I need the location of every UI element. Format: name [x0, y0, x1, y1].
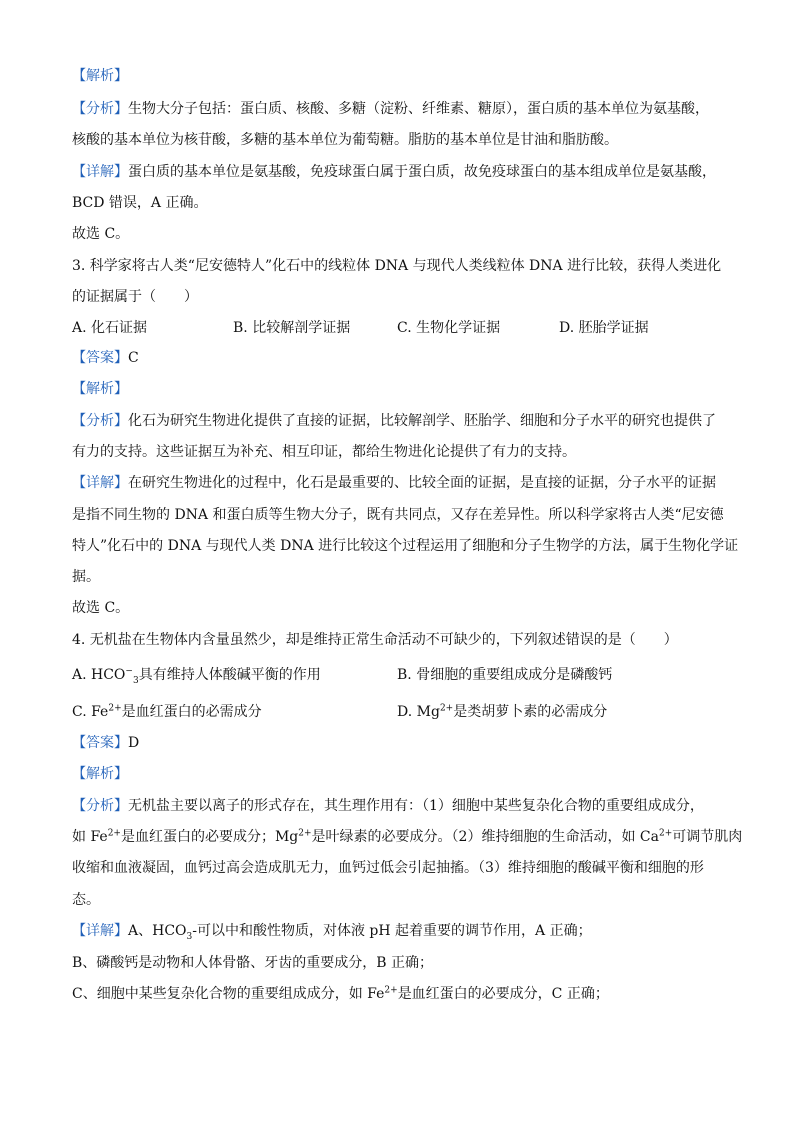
q4-option-b: B. 骨细胞的重要组成成分是磷酸钙 — [397, 667, 613, 683]
q4-answer: 【答案】D — [72, 735, 140, 751]
q2-detail-line-1: 【详解】蛋白质的基本单位是氨基酸，免疫球蛋白属于蛋白质，故免疫球蛋白的基本组成单位是氨基酸， — [72, 164, 716, 180]
analysis-tag: 【解析】 — [72, 381, 128, 397]
q2-analysis-line-1: 【分析】生物大分子包括：蛋白质、核酸、多糖（淀粉、纤维素、糖原），蛋白质的基本单位为氨基酸， — [72, 101, 709, 117]
analysis-tag: 【解析】 — [72, 68, 128, 84]
detail-tag: 【详解】 — [72, 164, 128, 180]
q3-option-a: A. 化石证据 — [72, 320, 148, 336]
answer-tag: 【答案】 — [72, 350, 128, 366]
q3-option-c: C. 生物化学证据 — [397, 320, 501, 336]
q3-stem-line-1: 3. 科学家将古人类“尼安德特人”化石中的线粒体 DNA 与现代人类线粒体 DNA 进行比较，获得人类进化 — [72, 258, 722, 274]
detail-tag: 【详解】 — [72, 923, 128, 939]
q4-detail-line-1: 【详解】A、$HCO_3-$可以中和酸性物质，对体液 pH 起着重要的调节作用，A 正确； — [72, 923, 592, 942]
q3-detail-line-3: 特人”化石中的 DNA 与现代人类 DNA 进行比较这个过程运用了细胞和分子生物学的方法，属于生物化学证 — [72, 538, 739, 554]
q4-detail-line-3: C、细胞中某些复杂化合物的重要组成成分，如 $Fe^{2+}$是血红蛋白的必要成分，C 正确； — [72, 985, 609, 1002]
q3-option-b: B. 比较解剖学证据 — [233, 320, 351, 336]
q4-detail-line-2: B、磷酸钙是动物和人体骨骼、牙齿的重要成分，B 正确； — [72, 955, 434, 971]
fenxi-tag: 【分析】 — [72, 413, 128, 429]
q4-stem: 4. 无机盐在生物体内含量虽然少，却是维持正常生命活动不可缺少的，下列叙述错误的是（ ） — [72, 632, 678, 648]
q2-detail-line-2: BCD 错误，A 正确。 — [72, 195, 208, 211]
fenxi-tag: 【分析】 — [72, 101, 128, 117]
q3-answer: 【答案】C — [72, 350, 139, 366]
q4-analysis-line-1: 【分析】无机盐主要以离子的形式存在，其生理作用有：（1）细胞中某些复杂化合物的重要组成成分， — [72, 798, 704, 814]
q3-detail-line-1: 【详解】在研究生物进化的过程中，化石是最重要的、比较全面的证据，是直接的证据，分子水平的证据 — [72, 475, 716, 491]
q3-detail-line-2: 是指不同生物的 DNA 和蛋白质等生物大分子，既有共同点，又存在差异性。所以科学家将古人类“尼安德 — [72, 507, 724, 523]
q4-option-d: D. $Mg^{2+}$是类胡萝卜素的必需成分 — [397, 703, 608, 720]
fenxi-tag: 【分析】 — [72, 798, 128, 814]
q3-analysis-line-1: 【分析】化石为研究生物进化提供了直接的证据，比较解剖学、胚胎学、细胞和分子水平的研究也提供了 — [72, 413, 716, 429]
q3-option-d: D. 胚胎学证据 — [559, 320, 649, 336]
detail-tag: 【详解】 — [72, 475, 128, 491]
q4-analysis-line-3: 收缩和血液凝固，血钙过高会造成肌无力，血钙过低会引起抽搐。（3）维持细胞的酸碱平衡和细胞的形 — [72, 860, 704, 876]
q2-analysis-line-2: 核酸的基本单位为核苷酸，多糖的基本单位为葡萄糖。脂肪的基本单位是甘油和脂肪酸。 — [72, 132, 618, 148]
q3-detail-line-4: 据。 — [72, 569, 100, 585]
q2-choice: 故选 C。 — [72, 226, 130, 242]
q4-option-c: C. $Fe^{2+}$是血红蛋白的必需成分 — [72, 703, 262, 720]
q3-stem-line-2: 的证据属于（ ） — [72, 289, 198, 305]
answer-tag: 【答案】 — [72, 735, 128, 751]
q4-option-a: A. $HCO^-_3$具有维持人体酸碱平衡的作用 — [72, 666, 321, 686]
q3-analysis-line-2: 有力的支持。这些证据互为补充、相互印证，都给生物进化论提供了有力的支持。 — [72, 444, 576, 460]
q4-analysis-line-2: 如 $Fe^{2+}$是血红蛋白的必要成分；$Mg^{2+}$是叶绿素的必要成分。（2）维持细胞的生命活动，如 $Ca^{2+}$可调节肌肉 — [72, 828, 743, 845]
q3-choice: 故选 C。 — [72, 600, 130, 616]
analysis-tag: 【解析】 — [72, 766, 128, 782]
q4-analysis-line-4: 态。 — [72, 892, 100, 908]
